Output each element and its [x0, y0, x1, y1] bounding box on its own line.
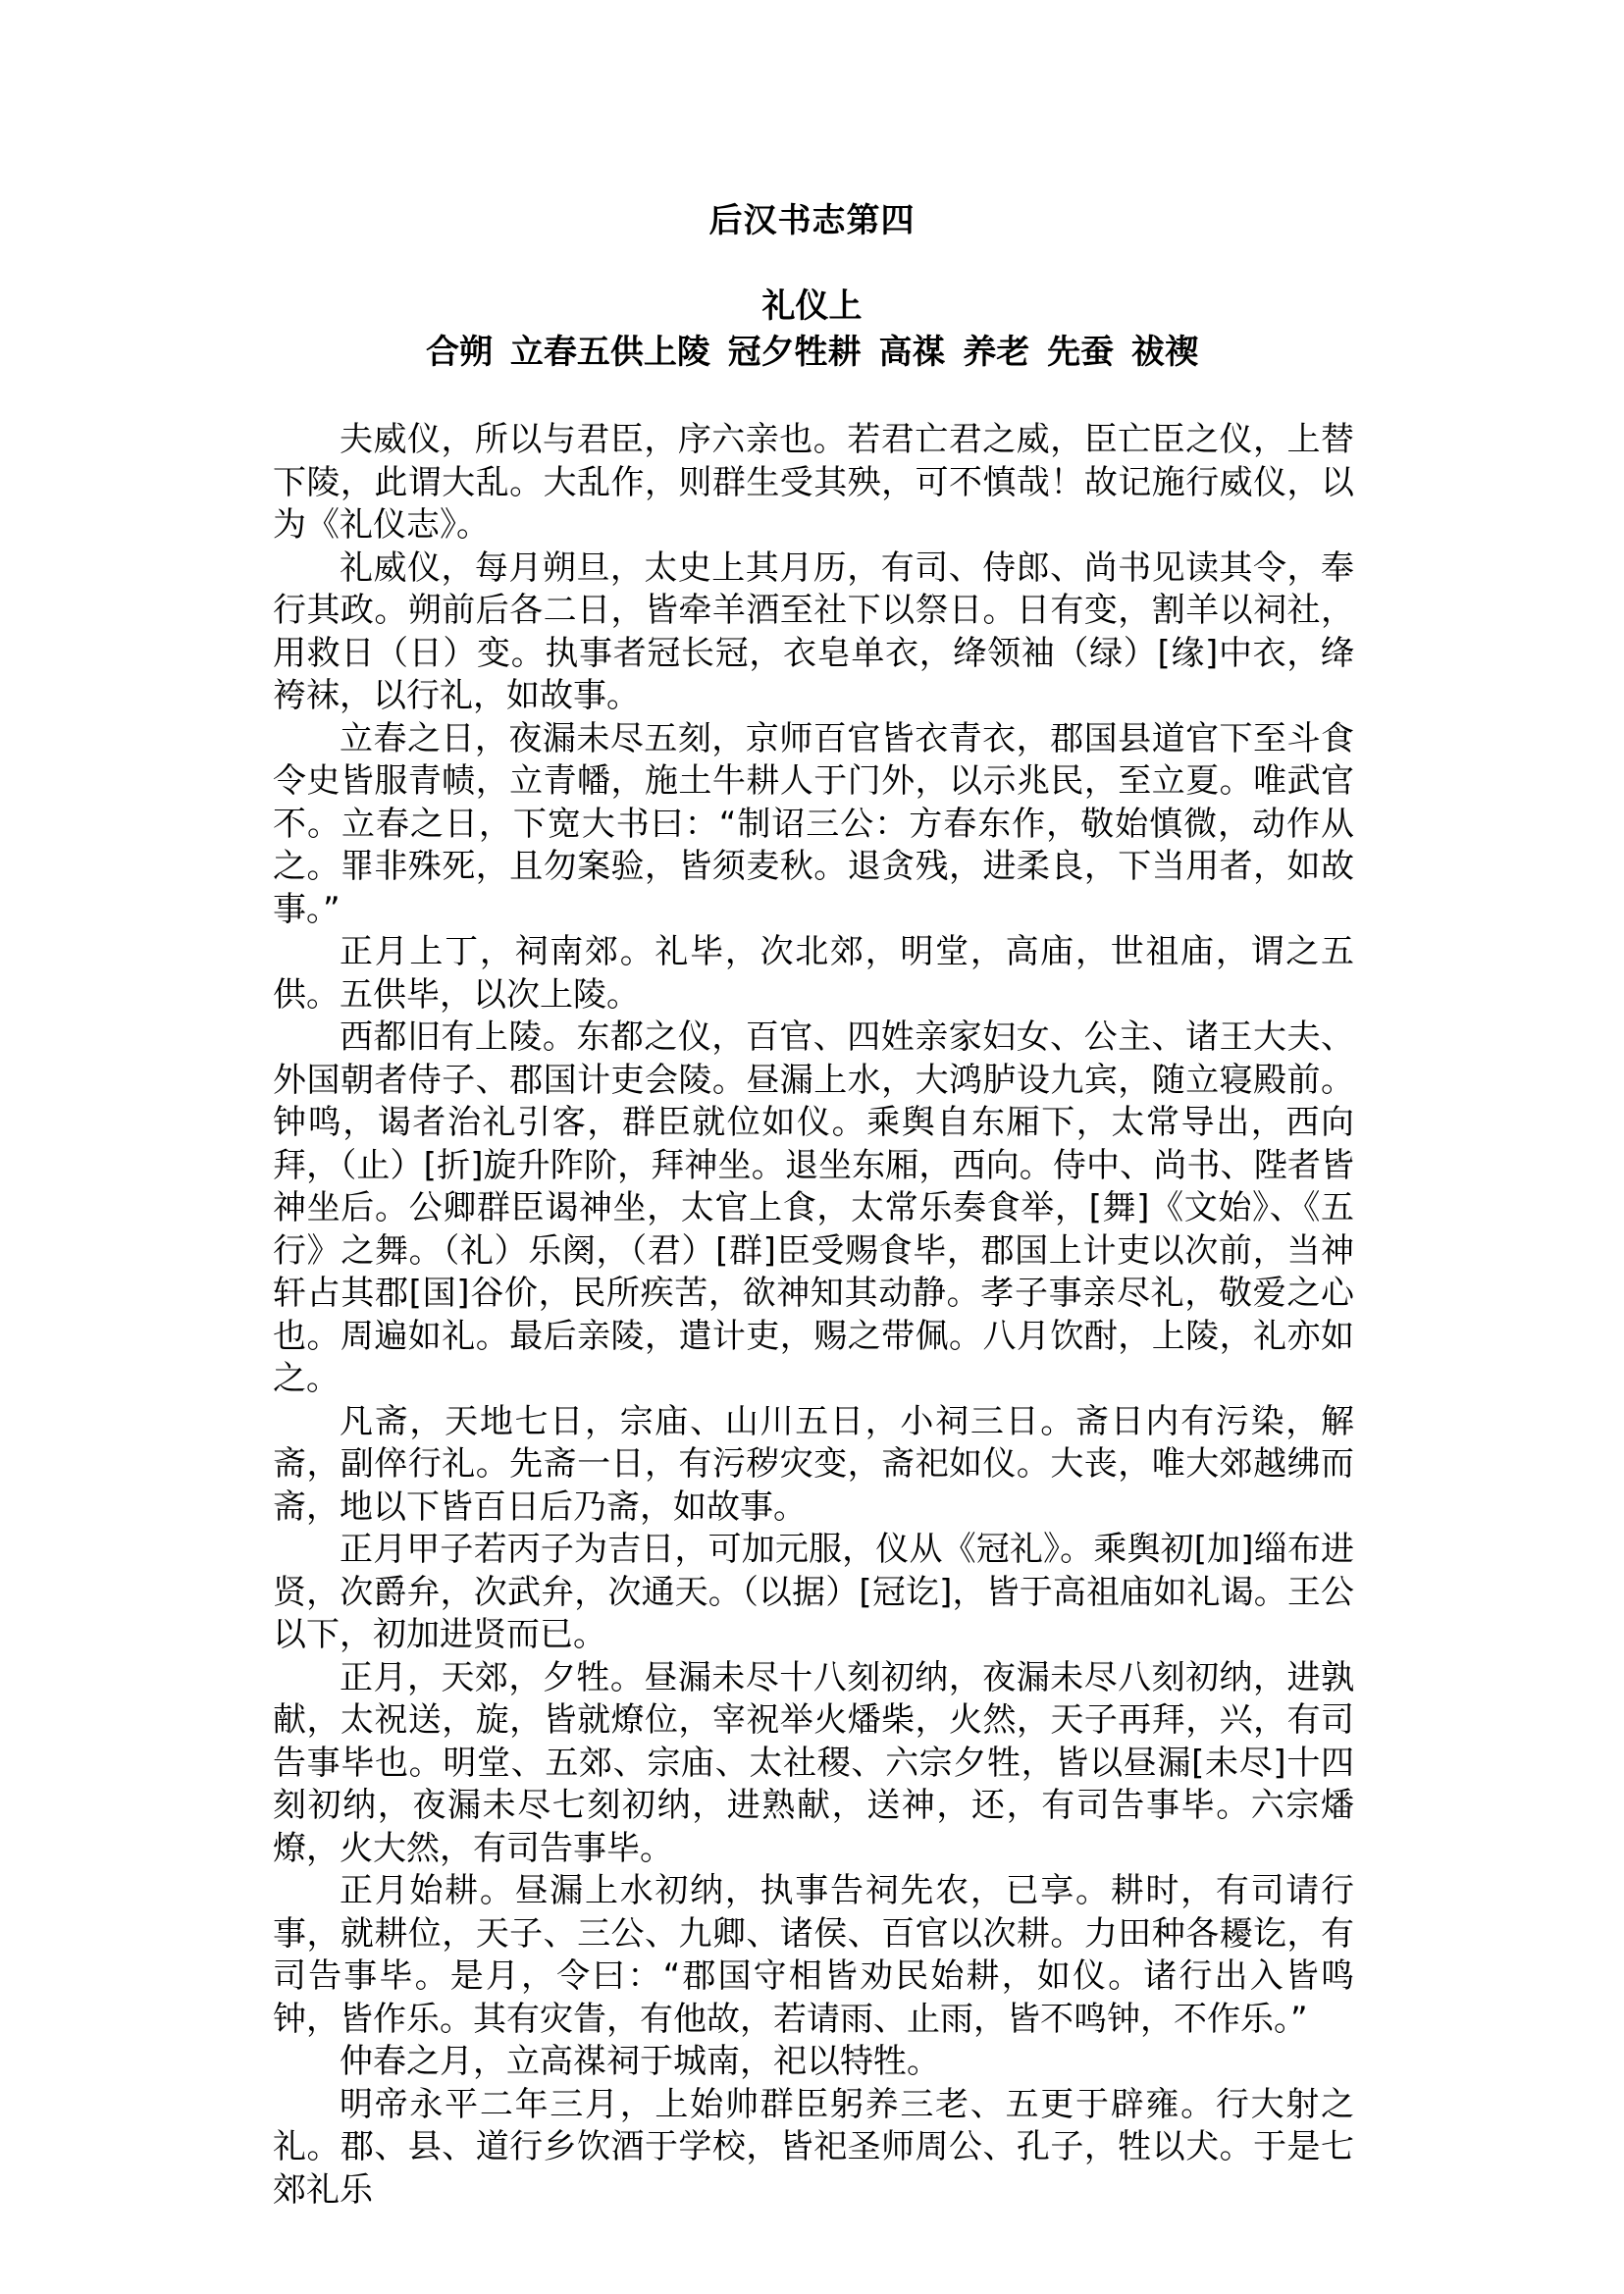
- paragraph: 正月，天郊，夕牲。昼漏未尽十八刻初纳，夜漏未尽八刻初纳，进孰献，太祝送，旋，皆就燎位，宰祝举火燔柴，火然，天子再拜，兴，有司告事毕也。明堂、五郊、宗庙、太社稷、六宗夕牲，皆以昼漏[未尽]十四刻初纳，夜漏未尽七刻初纳，进熟献，送神，还，有司告事毕。六宗燔燎，火大然，有司告事毕。: [273, 1657, 1354, 1868]
- paragraph: 正月始耕。昼漏上水初纳，执事告祠先农，已享。耕时，有司请行事，就耕位，天子、三公、九卿、诸侯、百官以次耕。力田种各耰讫，有司告事毕。是月，令曰：“郡国守相皆劝民始耕，如仪。诸行出入皆鸣钟，皆作乐。其有灾眚，有他故，若请雨、止雨，皆不鸣钟，不作乐。”: [273, 1871, 1354, 2039]
- paragraph: 立春之日，夜漏未尽五刻，京师百官皆衣青衣，郡国县道官下至斗食令史皆服青帻，立青幡，施土牛耕人于门外，以示兆民，至立夏。唯武官不。立春之日，下宽大书曰：“制诏三公：方春东作，敬始慎微，动作从之。罪非殊死，且勿案验，皆须麦秋。退贪残，进柔良，下当用者，如故事。”: [273, 718, 1354, 929]
- chapter-subtitle: 合朔 立春五供上陵 冠夕牲耕 高禖 养老 先蚕 祓禊: [425, 333, 1199, 372]
- paragraph: 仲春之月，立高禖祠于城南，祀以特牲。: [340, 2042, 940, 2081]
- chapter-title: 礼仪上: [761, 287, 863, 326]
- paragraph: 夫威仪，所以与君臣，序六亲也。若君亡君之威，臣亡臣之仪，上替下陵，此谓大乱。大乱作，则群生受其殃，可不慎哉！故记施行威仪，以为《礼仪志》。: [273, 420, 1354, 545]
- paragraph: 凡斋，天地七日，宗庙、山川五日，小祠三日。斋日内有污染，解斋，副倅行礼。先斋一日，有污秽灾变，斋祀如仪。大丧，唯大郊越绋而斋，地以下皆百日后乃斋，如故事。: [273, 1401, 1354, 1527]
- paragraph: 正月上丁，祠南郊。礼毕，次北郊，明堂，高庙，世祖庙，谓之五供。五供毕，以次上陵。: [273, 932, 1354, 1015]
- paragraph: 西都旧有上陵。东都之仪，百官、四姓亲家妇女、公主、诸王大夫、外国朝者侍子、郡国计吏会陵。昼漏上水，大鸿胪设九宾，随立寝殿前。钟鸣，谒者治礼引客，群臣就位如仪。乘舆自东厢下，太常导出，西向拜，（止）[折]旋升阼阶，拜神坐。退坐东厢，西向。侍中、尚书、陛者皆神坐后。公卿群臣谒神坐，太官上食，太常乐奏食举，[舞]《文始》、《五行》之舞。（礼）乐阕，（君）[群]臣受赐食毕，郡国上计吏以次前，当神轩占其郡[国]谷价，民所疾苦，欲神知其动静。孝子事亲尽礼，敬爱之心也。周遍如礼。最后亲陵，遣计吏，赐之带佩。八月饮酎，上陵，礼亦如之。: [273, 1017, 1354, 1398]
- paragraph: 明帝永平二年三月，上始帅群臣躬养三老、五更于辟雍。行大射之礼。郡、县、道行乡饮酒于学校，皆祀圣师周公、孔子，牲以犬。于是七郊礼乐: [273, 2084, 1354, 2210]
- body-text: [273, 419, 1354, 2212]
- paragraph: 正月甲子若丙子为吉日，可加元服，仪从《冠礼》。乘舆初[加]缁布进贤，次爵弁，次武弁，次通天。（以据）[冠讫]，皆于高祖庙如礼谒。王公以下，初加进贤而已。: [273, 1530, 1354, 1654]
- paragraph: 礼威仪，每月朔旦，太史上其月历，有司、侍郎、尚书见读其令，奉行其政。朔前后各二日，皆牵羊酒至社下以祭日。日有变，割羊以祠社，用救日（日）变。执事者冠长冠，衣皂单衣，绛领袖（绿）[缘]中衣，绛袴袜，以行礼，如故事。: [273, 547, 1354, 715]
- book-title: 后汉书志第四: [708, 201, 916, 240]
